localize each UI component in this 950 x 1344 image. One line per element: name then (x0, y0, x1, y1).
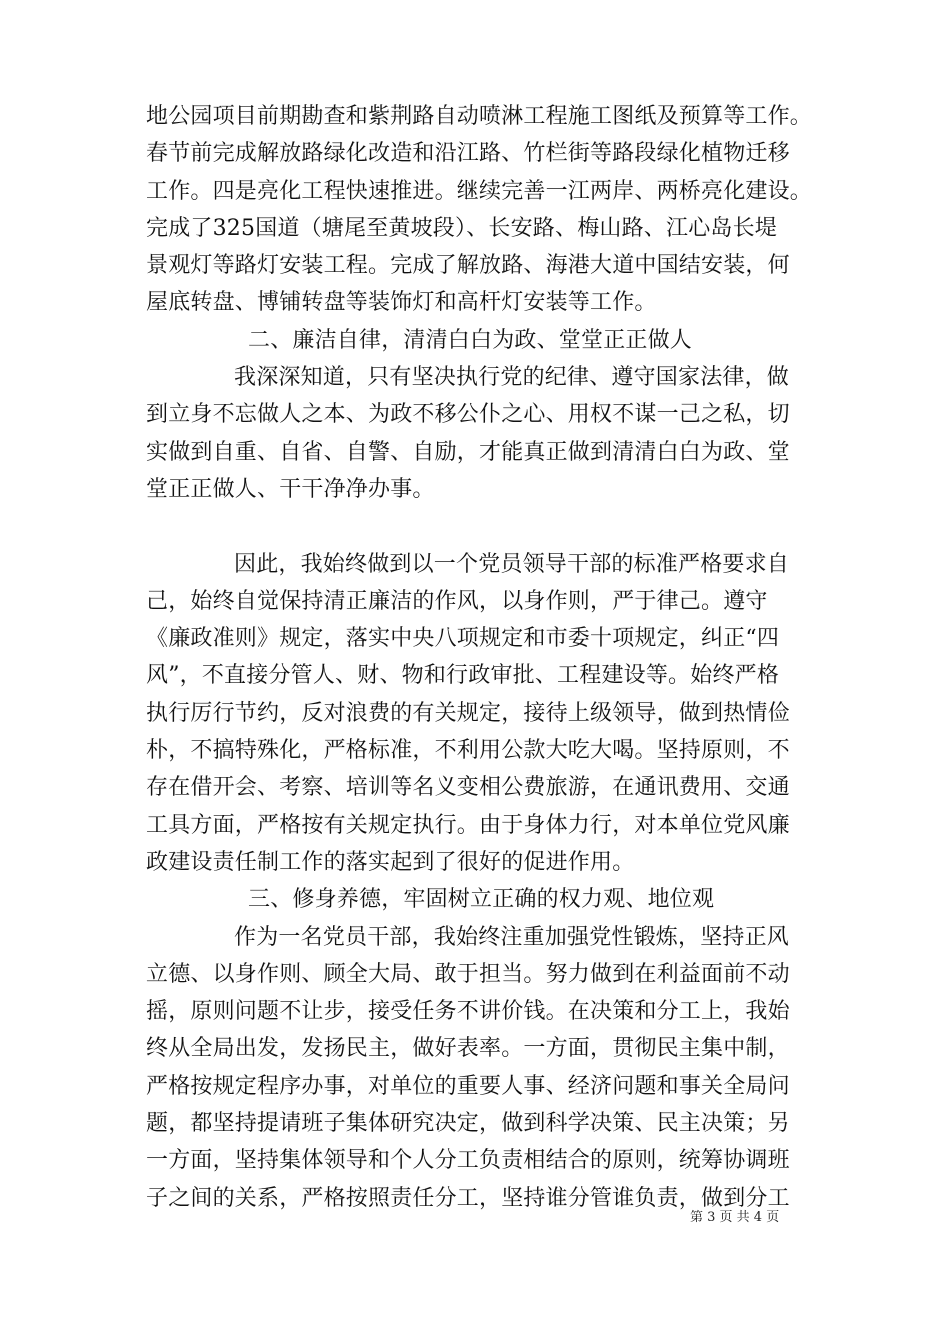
paragraph-first-line: 因此，我始终做到以一个党员领导干部的标准严格要求自 (234, 551, 790, 577)
text-line: 实做到自重、自省、自警、自励，才能真正做到清清白白为政、堂 (146, 439, 790, 465)
paragraph-first-line: 我深深知道，只有坚决执行党的纪律、遵守国家法律，做 (234, 365, 790, 391)
paragraph-first-line: 作为一名党员干部，我始终注重加强党性锻炼，坚持正风 (234, 924, 790, 950)
text-line: 风”，不直接分管人、财、物和行政审批、工程建设等。始终严格 (146, 663, 780, 689)
text-line: 朴，不搞特殊化，严格标准，不利用公款大吃大喝。坚持原则，不 (146, 738, 790, 764)
text-line: 政建设责任制工作的落实起到了很好的促进作用。 (146, 849, 635, 875)
text-line: 终从全局出发，发扬民主，做好表率。一方面，贯彻民主集中制， (146, 1036, 790, 1062)
text-line: 严格按规定程序办事，对单位的重要人事、经济问题和事关全局问 (146, 1073, 790, 1099)
text-line: 存在借开会、考察、培训等名义变相公费旅游，在通讯费用、交通 (146, 775, 790, 801)
text-line: 《廉政准则》规定，落实中央八项规定和市委十项规定，纠正“四 (146, 626, 780, 652)
text-line: 堂正正做人、干干净净办事。 (146, 476, 435, 502)
text-line: 一方面，坚持集体领导和个人分工负责相结合的原则，统筹协调班 (146, 1148, 790, 1174)
text-line: 春节前完成解放路绿化改造和沿江路、竹栏街等路段绿化植物迁移 (146, 141, 790, 167)
section-heading: 二、廉洁自律，清清白白为政、堂堂正正做人 (248, 327, 693, 353)
text-line: 景观灯等路灯安装工程。完成了解放路、海港大道中国结安装，何 (146, 253, 790, 279)
text-line: 完成了325国道（塘尾至黄坡段）、长安路、梅山路、江心岛长堤 (146, 215, 777, 241)
text-line: 子之间的关系，严格按照责任分工，坚持谁分管谁负责，做到分工 (146, 1185, 790, 1211)
document-body (146, 98, 813, 1217)
text-line: 摇，原则问题不让步，接受任务不讲价钱。在决策和分工上，我始 (146, 999, 790, 1025)
text-line: 题，都坚持提请班子集体研究决定，做到科学决策、民主决策；另 (146, 1111, 790, 1137)
text-line: 立德、以身作则、顾全大局、敢于担当。努力做到在利益面前不动 (146, 961, 790, 987)
text-line: 执行厉行节约，反对浪费的有关规定，接待上级领导，做到热情俭 (146, 700, 790, 726)
text-line: 屋底转盘、博铺转盘等装饰灯和高杆灯安装等工作。 (146, 290, 657, 316)
section-heading: 三、修身养德，牢固树立正确的权力观、地位观 (248, 887, 715, 913)
text-line: 地公园项目前期勘查和紫荆路自动喷淋工程施工图纸及预算等工作。 (146, 104, 813, 129)
page-footer: 第 3 页 共 4 页 (690, 1210, 780, 1225)
text-line: 工作。四是亮化工程快速推进。继续完善一江两岸、两桥亮化建设。 (146, 178, 813, 204)
blank-line (146, 508, 806, 545)
text-line: 己，始终自觉保持清正廉洁的作风，以身作则，严于律己。遵守 (146, 588, 768, 614)
text-line: 工具方面，严格按有关规定执行。由于身体力行，对本单位党风廉 (146, 812, 790, 838)
text-line: 到立身不忘做人之本、为政不移公仆之心、用权不谋一己之私，切 (146, 402, 790, 428)
